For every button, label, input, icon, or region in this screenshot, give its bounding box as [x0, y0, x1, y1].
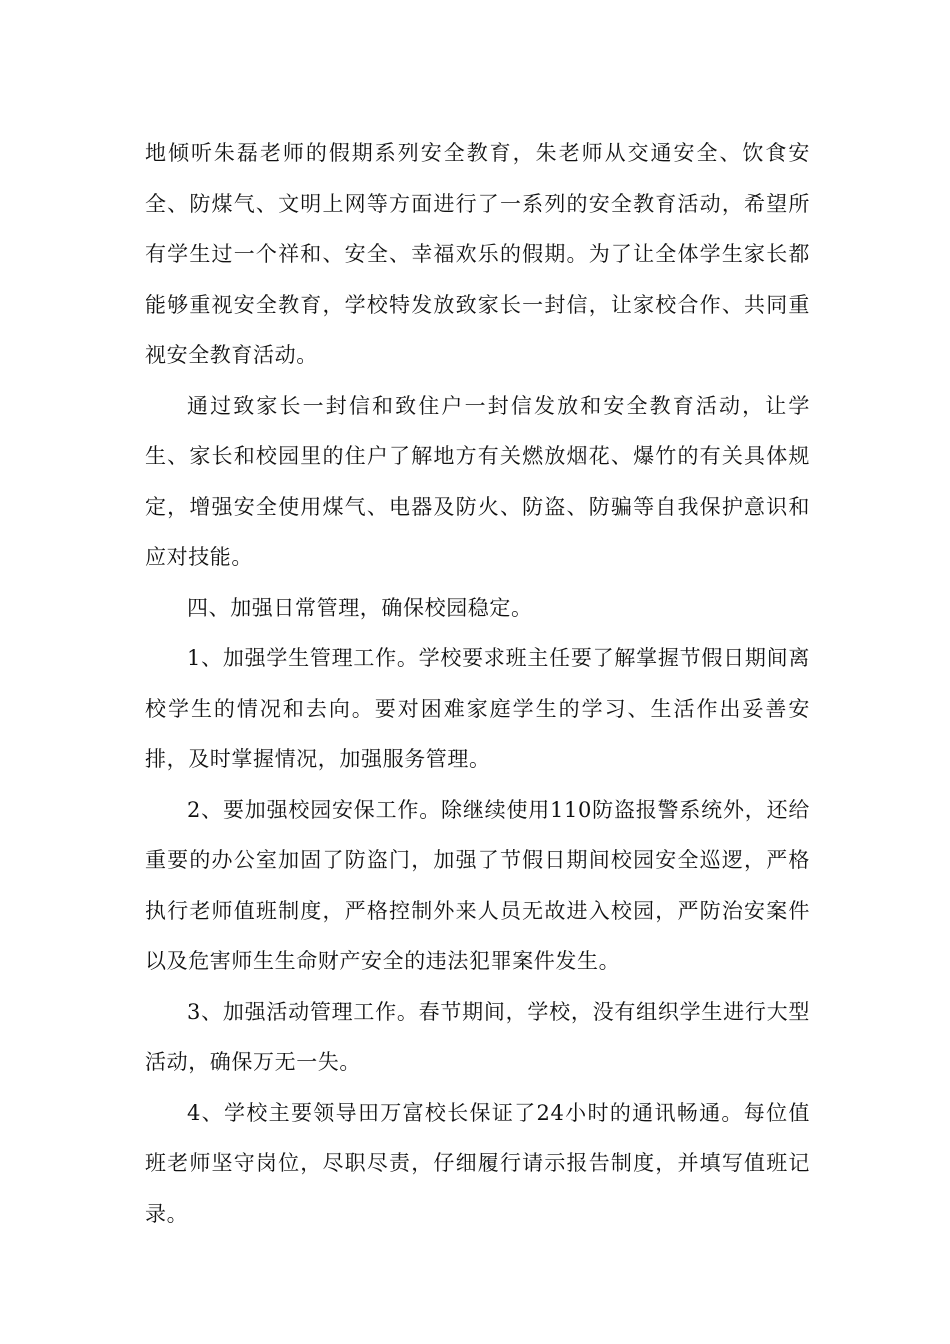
- paragraph-continuation: 地倾听朱磊老师的假期系列安全教育，朱老师从交通安全、饮食安全、防煤气、文明上网等方面进行了一系列的安全教育活动，希望所有学生过一个祥和、安全、幸福欢乐的假期。为了让全体学生家长都能够重视安全教育，学校特发放致家长一封信，让家校合作、共同重视安全教育活动。: [145, 141, 810, 367]
- paragraph-item-4: 4、学校主要领导田万富校长保证了24小时的通讯畅通。每位值班老师坚守岗位，尽职尽责，仔细履行请示报告制度，并填写值班记录。: [145, 1100, 810, 1226]
- section-heading-daily-management: 四、加强日常管理，确保校园稳定。: [187, 595, 533, 620]
- paragraph-notice-activity: 通过致家长一封信和致住户一封信发放和安全教育活动，让学生、家长和校园里的住户了解地方有关燃放烟花、爆竹的有关具体规定，增强安全使用煤气、电器及防火、防盗、防骗等自我保护意识和应对技能。: [145, 393, 810, 569]
- document-body: [145, 128, 810, 1239]
- paragraph-item-1: 1、加强学生管理工作。学校要求班主任要了解掌握节假日期间离校学生的情况和去向。要对困难家庭学生的学习、生活作出妥善安排，及时掌握情况，加强服务管理。: [145, 646, 810, 771]
- paragraph-item-2: 2、要加强校园安保工作。除继续使用110防盗报警系统外，还给重要的办公室加固了防盗门，加强了节假日期间校园安全巡逻，严格执行老师值班制度，严格控制外来人员无故进入校园，严防治安案件以及危害师生生命财产安全的违法犯罪案件发生。: [145, 797, 810, 973]
- paragraph-item-3: 3、加强活动管理工作。春节期间，学校，没有组织学生进行大型活动，确保万无一失。: [145, 999, 810, 1074]
